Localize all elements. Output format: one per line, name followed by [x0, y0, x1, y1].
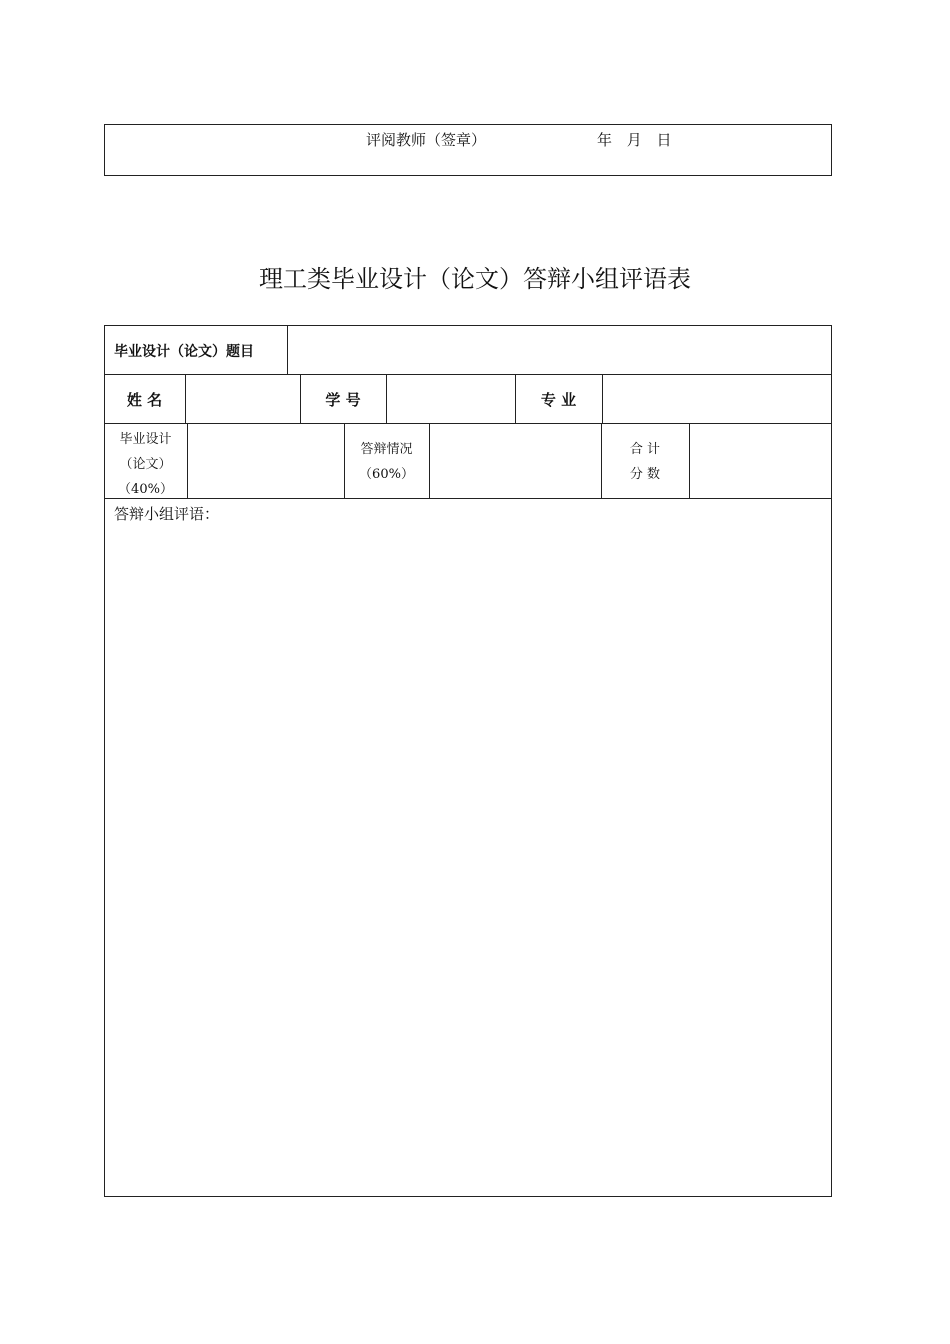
row-divider: [104, 498, 832, 499]
column-divider: [187, 423, 188, 498]
column-divider: [602, 374, 603, 423]
comments-label: 答辩小组评语：: [114, 505, 220, 523]
defense-score-label: [344, 437, 429, 487]
thesis-score-field[interactable]: [189, 425, 343, 497]
date-label: 年 月 日: [597, 131, 672, 149]
comments-field[interactable]: [106, 525, 830, 1195]
row-divider: [104, 374, 832, 375]
student-id-label: 学 号: [325, 391, 361, 409]
column-divider: [689, 423, 690, 498]
total-score-field[interactable]: [691, 425, 830, 497]
major-field[interactable]: [604, 376, 830, 422]
name-label: 姓 名: [126, 391, 163, 409]
defense-score-field[interactable]: [431, 425, 600, 497]
row-divider: [104, 423, 832, 424]
student-id-field[interactable]: [388, 376, 514, 422]
total-score-label: [601, 437, 689, 487]
topic-field[interactable]: [290, 327, 830, 373]
page-title: 理工类毕业设计（论文）答辩小组评语表: [259, 265, 691, 293]
defense-score-label-line: 答辩情况: [360, 442, 413, 457]
name-field[interactable]: [187, 376, 299, 422]
thesis-score-label-line: （论文）: [119, 457, 172, 472]
column-divider: [185, 374, 186, 423]
thesis-score-label-line: 毕业设计: [119, 432, 172, 447]
reviewer-signature-label: 评阅教师（签章）: [366, 131, 487, 149]
defense-score-label-line: （60%）: [359, 467, 414, 482]
thesis-score-label-line: （40%）: [118, 482, 173, 497]
thesis-score-label: [104, 427, 187, 502]
topic-label: 毕业设计（论文）题目: [114, 344, 254, 360]
total-score-label-line: 分 数: [629, 467, 661, 482]
column-divider: [429, 423, 430, 498]
total-score-label-line: 合 计: [629, 442, 661, 457]
column-divider: [287, 325, 288, 374]
major-label: 专 业: [540, 391, 577, 409]
column-divider: [386, 374, 387, 423]
